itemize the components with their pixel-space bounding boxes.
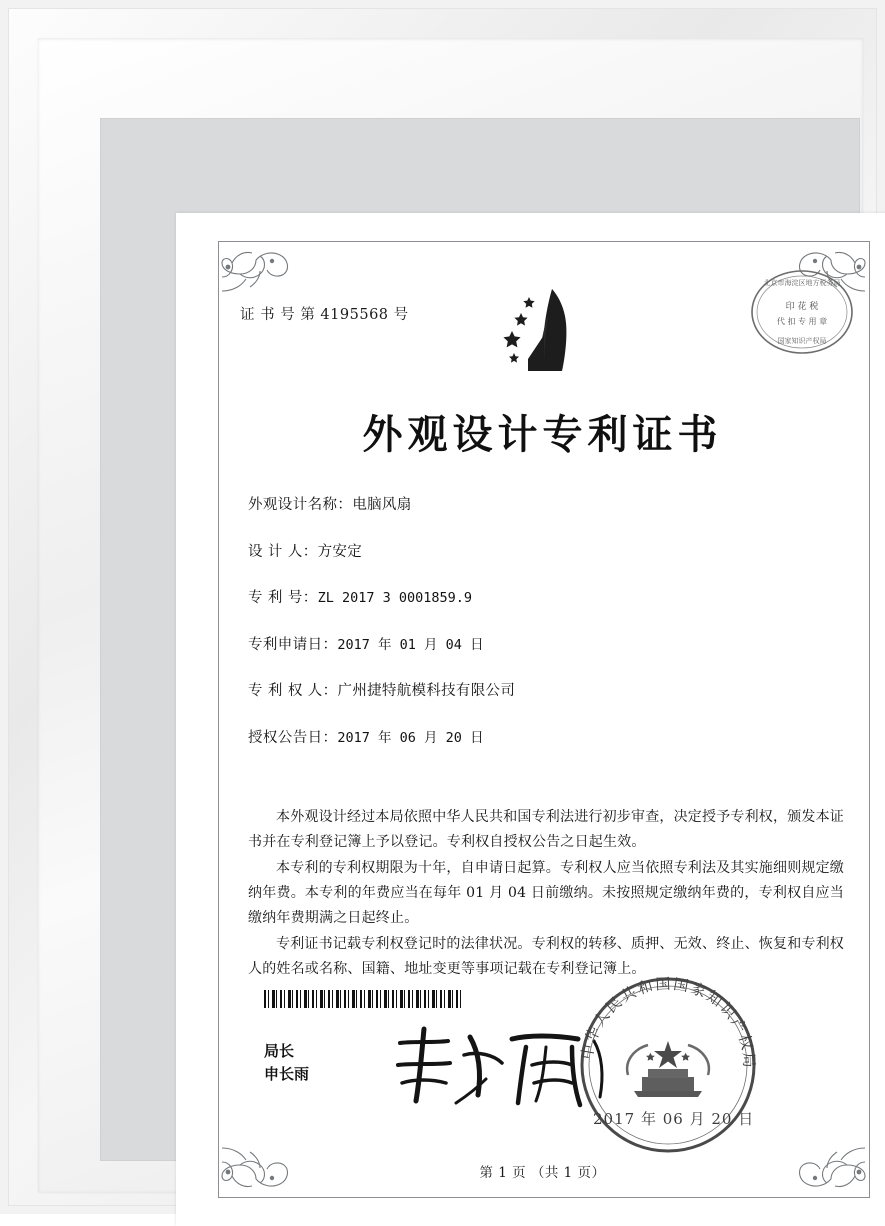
paragraph: 本专利的专利权期限为十年，自申请日起算。专利权人应当依照专利法及其实施细则规定缴纳年费。本专利的年费应当在每年 01 月 04 日前缴纳。未按照规定缴纳年费的，专利权自应当缴纳年费期满之日起终止。 xyxy=(248,860,844,926)
field-value: 2017 年 01 月 04 日 xyxy=(337,636,484,653)
field-label: 专 利 号： xyxy=(248,590,318,606)
certificate-number: 证 书 号 第 4195568 号 xyxy=(240,307,409,323)
signature-block xyxy=(264,1040,309,1086)
signature-title: 局长 xyxy=(264,1042,295,1060)
field-row xyxy=(248,493,838,514)
tax-stamp-seal xyxy=(748,267,856,357)
field-label: 专利申请日： xyxy=(248,636,338,653)
field-row xyxy=(248,633,838,654)
field-value: 2017 年 06 月 20 日 xyxy=(337,729,484,746)
certificate-page xyxy=(176,213,885,1226)
paragraph: 本外观设计经过本局依照中华人民共和国专利法进行初步审查，决定授予专利权，颁发本证书并在专利登记簿上予以登记。专利权自授权公告之日起生效。 xyxy=(248,809,844,850)
seal-date: 2017 年 06 月 20 日 xyxy=(593,1110,755,1128)
official-round-seal xyxy=(576,973,761,1158)
field-row xyxy=(248,540,838,561)
svg-text:印 花 税: 印 花 税 xyxy=(785,302,819,312)
fields-list xyxy=(248,493,838,772)
field-label: 授权公告日： xyxy=(248,729,338,746)
paragraph: 专利证书记载专利权登记时的法律状况。专利权的转移、质押、无效、终止、恢复和专利权人的姓名或名称、国籍、地址变更等事项记载在专利登记簿上。 xyxy=(248,936,844,977)
sipo-logo-icon xyxy=(488,275,608,385)
certificate-mat xyxy=(100,118,860,1181)
field-label: 外观设计名称： xyxy=(248,497,353,513)
field-label: 设 计 人： xyxy=(248,543,318,560)
svg-text:国家知识产权局: 国家知识产权局 xyxy=(777,337,827,345)
corner-ornament-icon xyxy=(220,243,298,303)
field-row xyxy=(248,679,838,700)
field-value: 电脑风扇 xyxy=(352,497,412,513)
legal-text xyxy=(248,805,844,983)
signature-name: 申长雨 xyxy=(264,1065,310,1083)
field-row xyxy=(248,586,838,607)
page-footer: 第 1 页 （共 1 页） xyxy=(479,1165,606,1181)
field-label: 专 利 权 人： xyxy=(248,683,338,699)
certificate-frame-outer xyxy=(8,8,877,1206)
field-row xyxy=(248,726,838,747)
svg-text:中华人民共和国国家知识产权局: 中华人民共和国国家知识产权局 xyxy=(577,974,759,1070)
svg-text:北京市海淀区地方税务局: 北京市海淀区地方税务局 xyxy=(763,279,841,287)
field-value: 方安定 xyxy=(317,543,363,560)
page-title: 外观设计专利证书 xyxy=(362,411,723,458)
barcode xyxy=(264,990,464,1008)
certificate-frame-bevel xyxy=(38,38,863,1192)
svg-text:代 扣 专 用 章: 代 扣 专 用 章 xyxy=(776,317,828,326)
field-value: ZL 2017 3 0001859.9 xyxy=(317,590,473,606)
field-value: 广州捷特航模科技有限公司 xyxy=(337,683,516,699)
